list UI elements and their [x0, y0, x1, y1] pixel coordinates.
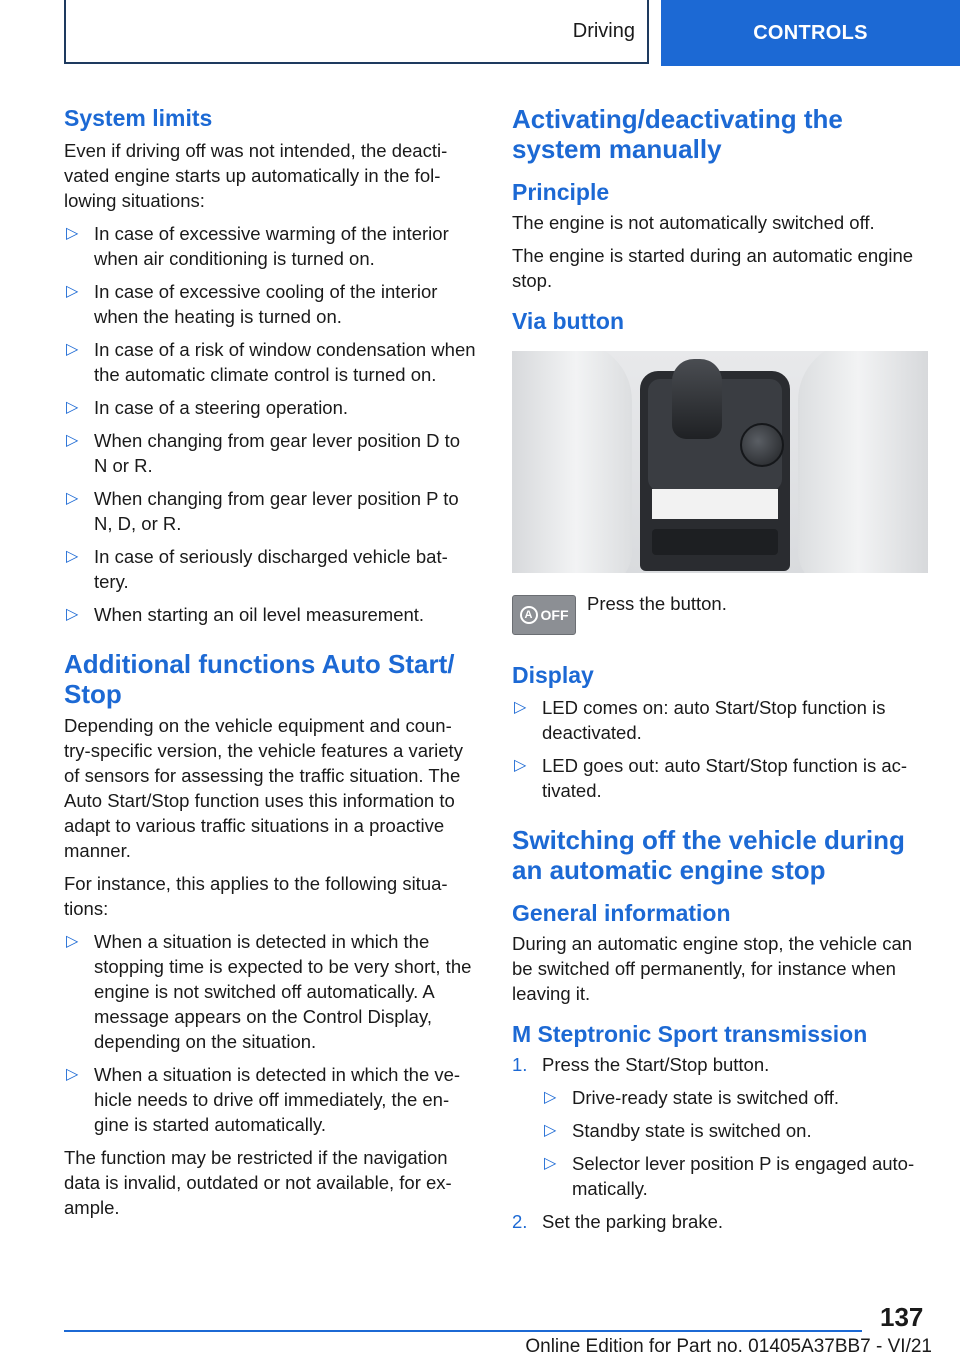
triangle-right-icon: ▷ — [66, 490, 79, 507]
seat-right-shape — [798, 351, 928, 573]
step-1-sublist — [542, 1085, 932, 1201]
list-item: ▷ LED goes out: auto Start/Stop function is ac-tivated. — [514, 755, 908, 801]
switching-off-title: Switching off the vehicle during an automatic engine stop — [512, 825, 905, 885]
activating-title: Activating/deactivating the system manually — [512, 104, 843, 164]
list-item: ▷ LED comes on: auto Start/Stop function is deactivated. — [514, 697, 886, 743]
additional-list — [64, 929, 476, 1137]
triangle-right-icon: ▷ — [544, 1155, 557, 1172]
footer-divider — [64, 1330, 862, 1332]
triangle-right-icon: ▷ — [66, 399, 79, 416]
header-chapter-tab[interactable] — [661, 0, 960, 66]
triangle-right-icon: ▷ — [514, 699, 527, 716]
list-item: ▷ Selector lever position P is engaged auto-matically. — [544, 1153, 915, 1199]
list-item: ▷ When changing from gear lever position D to N or R. — [66, 430, 461, 476]
principle-para-1: The engine is not automatically switched off. — [512, 212, 875, 233]
system-limits-list — [64, 221, 476, 627]
via-button-title: Via button — [512, 308, 625, 334]
system-limits-intro: Even if driving off was not intended, the deacti- vated engine starts up automatically in the fol- lowing situations: — [64, 140, 448, 211]
button-caption: Press the button. — [587, 593, 727, 614]
footer-edition: Online Edition for Part no. 01405A37BB7 - VI/21 — [525, 1336, 932, 1357]
list-item: ▷ In case of a risk of window condensation when the automatic climate control is turned on. — [66, 339, 476, 385]
list-item: ▷ In case of excessive warming of the interior when air conditioning is turned on. — [66, 223, 449, 269]
steps-list — [512, 1052, 932, 1234]
display-list — [512, 695, 932, 803]
list-item: ▷ In case of seriously discharged vehicle bat-tery. — [66, 546, 448, 592]
list-item: ▷ When a situation is detected in which the ve-hicle needs to drive off immediately, the en-gine is started automatically. — [66, 1064, 461, 1135]
list-item: ▷ When changing from gear lever position P to N, D, or R. — [66, 488, 459, 534]
additional-para-2: For instance, this applies to the following situa-tions: — [64, 873, 448, 919]
right-column — [512, 100, 932, 1234]
triangle-right-icon: ▷ — [66, 606, 79, 623]
triangle-right-icon: ▷ — [66, 933, 79, 950]
header-section: Driving — [572, 19, 635, 42]
triangle-right-icon: ▷ — [66, 1066, 79, 1083]
header-section-box — [64, 0, 649, 64]
triangle-right-icon: ▷ — [66, 432, 79, 449]
system-limits-title: System limits — [64, 105, 213, 131]
center-console-photo — [512, 351, 928, 573]
header-chapter: CONTROLS — [753, 21, 868, 44]
step-item: 1. Press the Start/Stop button. ▷ Drive-ready state is switched off. ▷ Standby state is switched on. ▷ Selector lever position P is engaged auto-matically. — [512, 1052, 932, 1201]
list-item: ▷ When starting an oil level measurement. — [66, 604, 425, 625]
gear-selector-shape — [672, 359, 722, 439]
step-item: 2. Set the parking brake. — [512, 1211, 723, 1232]
triangle-right-icon: ▷ — [66, 548, 79, 565]
list-item: ▷ In case of a steering operation. — [66, 397, 349, 418]
triangle-right-icon: ▷ — [66, 225, 79, 242]
principle-title: Principle — [512, 179, 610, 205]
controller-knob-shape — [740, 423, 784, 467]
additional-functions-title: Additional functions Auto Start/ Stop — [64, 649, 455, 709]
auto-start-stop-off-icon: A OFF — [512, 595, 576, 635]
console-buttons-shape — [652, 529, 778, 555]
page-number: 137 — [880, 1302, 924, 1332]
triangle-right-icon: ▷ — [544, 1122, 557, 1139]
principle-para-2: The engine is started during an automatic engine stop. — [512, 245, 914, 291]
additional-para-1: Depending on the vehicle equipment and coun-try-specific version, the vehicle features a variety of sensors for assessing the traffic situation. The Auto Start/Stop function uses this information to adapt to various traffic situations in a proactive manner. — [64, 715, 463, 861]
list-item: ▷ Standby state is switched on. — [544, 1120, 812, 1141]
seat-left-shape — [512, 351, 632, 573]
triangle-right-icon: ▷ — [66, 341, 79, 358]
triangle-right-icon: ▷ — [514, 757, 527, 774]
triangle-right-icon: ▷ — [544, 1089, 557, 1106]
console-trim-shape — [652, 489, 778, 519]
list-item: ▷ When a situation is detected in which the stopping time is expected to be very short, the engine is not switched off automatically. A message appears on the Control Display, depending on the situation. — [66, 931, 472, 1052]
left-column — [64, 100, 476, 1220]
list-item: ▷ Drive-ready state is switched off. — [544, 1087, 839, 1108]
list-item: ▷ In case of excessive cooling of the interior when the heating is turned on. — [66, 281, 438, 327]
additional-para-3: The function may be restricted if the navigation data is invalid, outdated or not available, for ex-ample. — [64, 1147, 452, 1218]
general-information-para: During an automatic engine stop, the vehicle can be switched off permanently, for instance when leaving it. — [512, 933, 913, 1004]
display-title: Display — [512, 662, 594, 688]
general-information-title: General information — [512, 900, 731, 926]
button-instruction — [512, 595, 932, 635]
triangle-right-icon: ▷ — [66, 283, 79, 300]
m-steptronic-title: M Steptronic Sport transmission — [512, 1021, 868, 1047]
